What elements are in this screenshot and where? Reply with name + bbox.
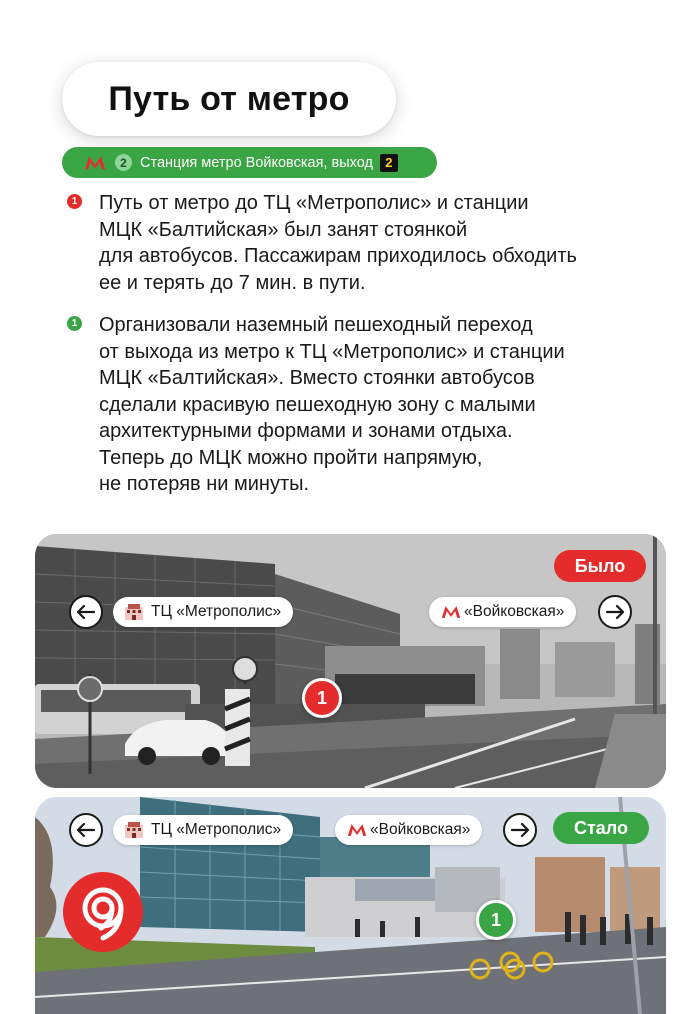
- exit-number: 2: [380, 154, 398, 172]
- mall-label-text: ТЦ «Метрополис»: [151, 603, 282, 620]
- paragraph-line: Организовали наземный пешеходный переход: [99, 314, 533, 336]
- pin-before: 1: [302, 678, 342, 718]
- arrow-left-icon: [77, 823, 95, 837]
- paragraph-line: архитектурными формами и зонами отдыха.: [99, 420, 513, 442]
- moscow-logo-mark: [63, 872, 143, 952]
- mall-label-before[interactable]: [113, 597, 293, 627]
- marker-after: 1: [67, 316, 82, 331]
- mall-label-after[interactable]: [113, 815, 293, 845]
- status-badge-before: Было: [554, 550, 646, 582]
- pin-after: 1: [476, 900, 516, 940]
- paragraph-line: не потеряв ни минуты.: [99, 473, 310, 495]
- paragraph-before: [99, 190, 577, 296]
- marker-before: 1: [67, 194, 82, 209]
- paragraph-after: [99, 312, 565, 498]
- mall-label-text: ТЦ «Метрополис»: [151, 821, 282, 838]
- station-bar: [62, 147, 437, 178]
- mall-building-icon: [125, 822, 143, 838]
- after-photo: [35, 797, 666, 1014]
- paragraph-line: МЦК «Балтийская». Вместо стоянки автобусов: [99, 367, 535, 389]
- arrow-left-icon: [77, 605, 95, 619]
- arrow-left-button-before[interactable]: [69, 595, 103, 629]
- paragraph-line: сделали красивую пешеходную зону с малыми: [99, 393, 536, 416]
- status-badge-after: Стало: [553, 812, 649, 844]
- arrow-right-button-before[interactable]: [598, 595, 632, 629]
- metro-label-before[interactable]: [429, 597, 576, 627]
- paragraph-line: от выхода из метро к ТЦ «Метрополис» и станции: [99, 340, 565, 363]
- metro-m-icon: [84, 155, 106, 171]
- page-title: Путь от метро: [108, 79, 350, 118]
- arrow-right-icon: [606, 605, 624, 619]
- paragraph-line: Теперь до МЦК можно пройти напрямую,: [99, 446, 483, 469]
- paragraph-line: для автобусов. Пассажирам приходилось обходить: [99, 245, 577, 267]
- metro-label-text: «Войковская»: [370, 821, 471, 838]
- metro-label-text: «Войковская»: [464, 603, 565, 620]
- metro-label-after[interactable]: [335, 815, 482, 845]
- moscow-logo-icon: [63, 872, 143, 952]
- station-name: Станция метро Войковская, выход: [140, 154, 373, 171]
- arrow-right-icon: [511, 823, 529, 837]
- before-photo: [35, 534, 666, 788]
- arrow-left-button-after[interactable]: [69, 813, 103, 847]
- metro-line-number: 2: [115, 154, 132, 171]
- arrow-right-button-after[interactable]: [503, 813, 537, 847]
- page-title-pill: [62, 62, 396, 136]
- paragraph-line: Путь от метро до ТЦ «Метрополис» и станции: [99, 192, 529, 214]
- paragraph-line: МЦК «Балтийская» был занят стоянкой: [99, 218, 468, 241]
- metro-m-icon: [441, 605, 461, 619]
- metro-m-icon: [347, 823, 367, 837]
- paragraph-line: ее и терять до 7 мин. в пути.: [99, 271, 366, 294]
- mall-building-icon: [125, 604, 143, 620]
